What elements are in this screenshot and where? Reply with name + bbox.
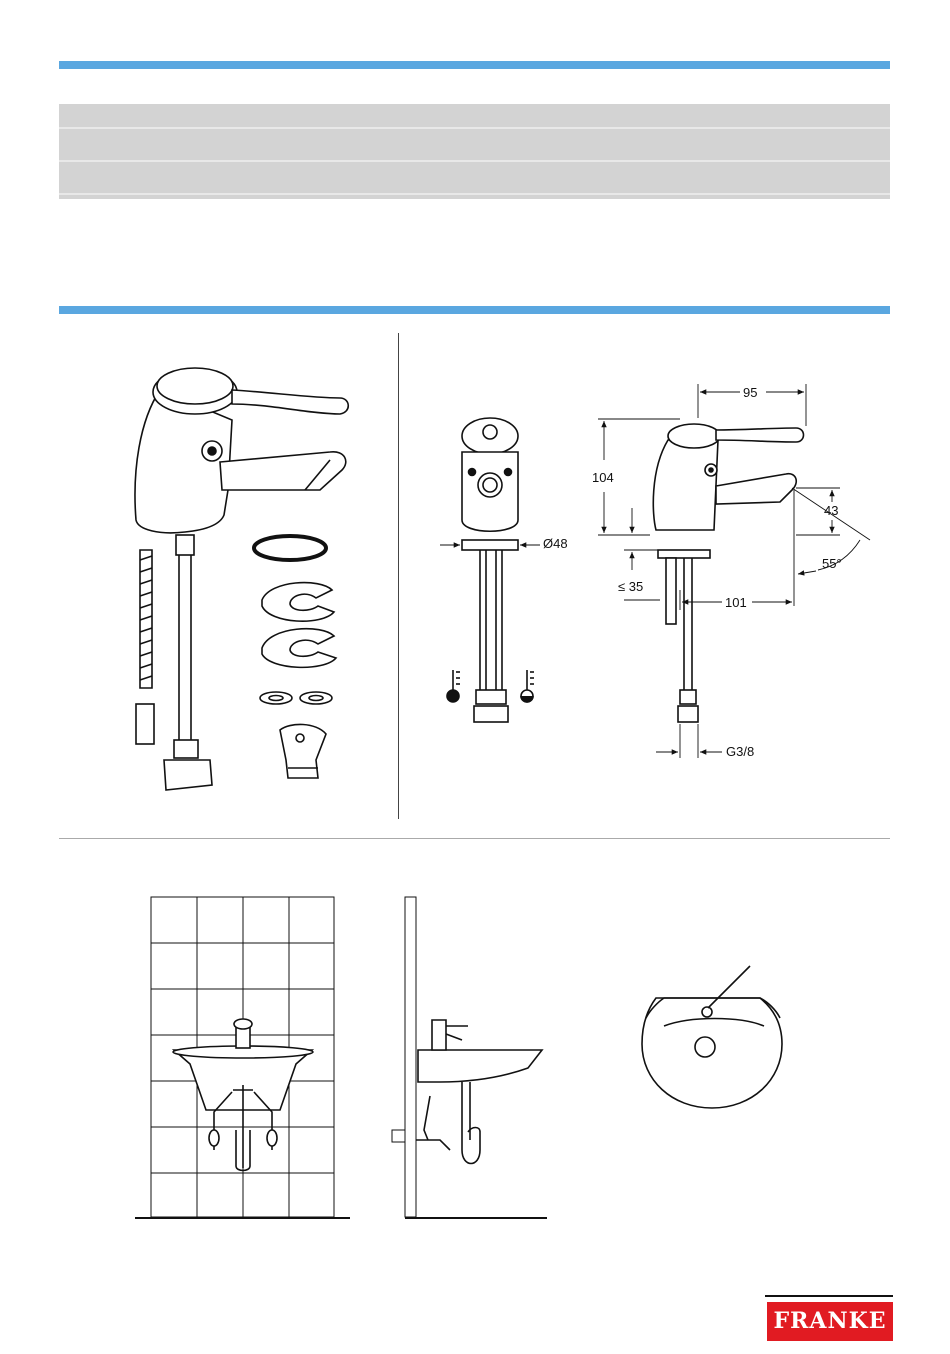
dim-height-104: 104 — [592, 470, 614, 485]
dim-thread-g38: G3/8 — [726, 744, 755, 759]
service-key-illustration — [280, 724, 326, 778]
dim-width-95: 95 — [743, 385, 758, 400]
mounting-plate-illustration — [260, 583, 336, 704]
dim-spout-43: 43 — [824, 503, 839, 518]
seal-ring-illustration — [254, 536, 326, 560]
thermometer-cold-icon — [521, 670, 534, 702]
side-view-drawing — [653, 424, 803, 722]
logo-rule — [765, 1295, 893, 1297]
dim-angle-55: 55° — [822, 556, 842, 571]
dim-max-35: ≤ 35 — [618, 579, 644, 594]
mixer-body-illustration — [135, 368, 348, 533]
basin-top-view — [642, 966, 782, 1108]
thermometer-hot-icon — [447, 670, 460, 702]
connection-hose-illustration — [136, 535, 212, 790]
front-view-drawing — [462, 418, 518, 722]
dim-diameter-48: Ø48 — [543, 536, 568, 551]
franke-logo-text: FRANKE — [773, 1308, 887, 1334]
dim-reach-101: 101 — [725, 595, 747, 610]
basin-side-view — [416, 1020, 542, 1164]
